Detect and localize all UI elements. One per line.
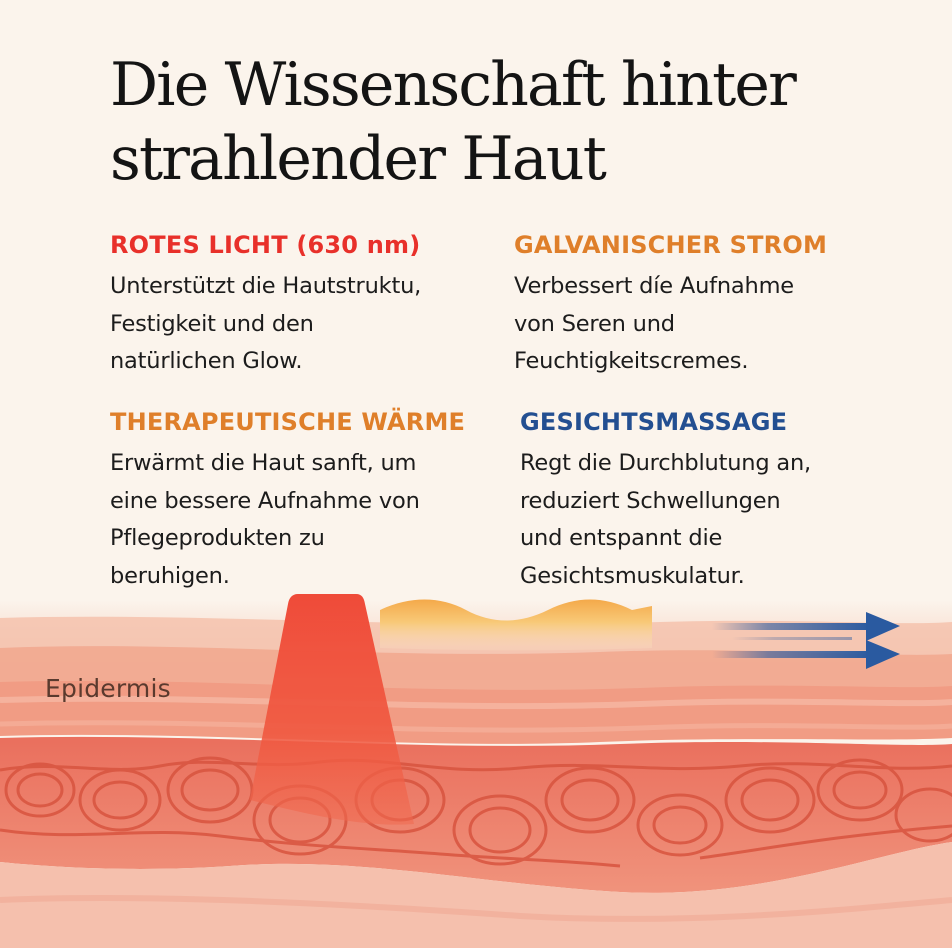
title-line-2: strahlender Haut bbox=[110, 124, 606, 194]
section-heading: ROTES LICHT (630 nm) bbox=[110, 231, 421, 259]
text-line: und entspannt die bbox=[520, 525, 723, 551]
section-therapeutic-heat bbox=[110, 407, 465, 595]
text-line: beruhigen. bbox=[110, 562, 230, 589]
text-line: Feuchtigkeitscremes. bbox=[514, 348, 749, 374]
text-line: Erwärmt die Haut sanft, um bbox=[110, 450, 417, 476]
text-line: Regt die Durchblutung an, bbox=[520, 450, 811, 476]
section-galvanic-current bbox=[514, 230, 827, 381]
text-line: eine bessere Aufnahme von bbox=[110, 487, 420, 514]
title-line-1: Die Wissenschaft hinter bbox=[110, 50, 795, 120]
section-heading: GALVANISCHER STROM bbox=[514, 231, 828, 259]
section-heading: GESICHTSMASSAGE bbox=[520, 408, 788, 436]
section-text bbox=[514, 268, 827, 381]
text-line: Gesichtsmuskulatur. bbox=[520, 562, 745, 589]
text-line: von Seren und bbox=[514, 310, 675, 337]
section-facial-massage bbox=[520, 407, 811, 595]
text-line: Verbessert díe Aufnahme bbox=[514, 273, 794, 299]
page-title bbox=[110, 48, 795, 196]
section-text bbox=[110, 268, 421, 381]
text-line: Unterstützt die Hautstruktu, bbox=[110, 273, 422, 299]
text-line: natürlichen Glow. bbox=[110, 348, 303, 374]
epidermis-label: Epidermis bbox=[45, 674, 171, 703]
section-red-light bbox=[110, 230, 421, 381]
section-heading: THERAPEUTISCHE WÄRME bbox=[110, 408, 466, 436]
text-line: Pflegeprodukten zu bbox=[110, 525, 325, 551]
text-line: reduziert Schwellungen bbox=[520, 487, 781, 514]
section-text bbox=[110, 445, 465, 595]
section-text bbox=[520, 445, 811, 595]
text-line: Festigkeit und den bbox=[110, 310, 314, 337]
